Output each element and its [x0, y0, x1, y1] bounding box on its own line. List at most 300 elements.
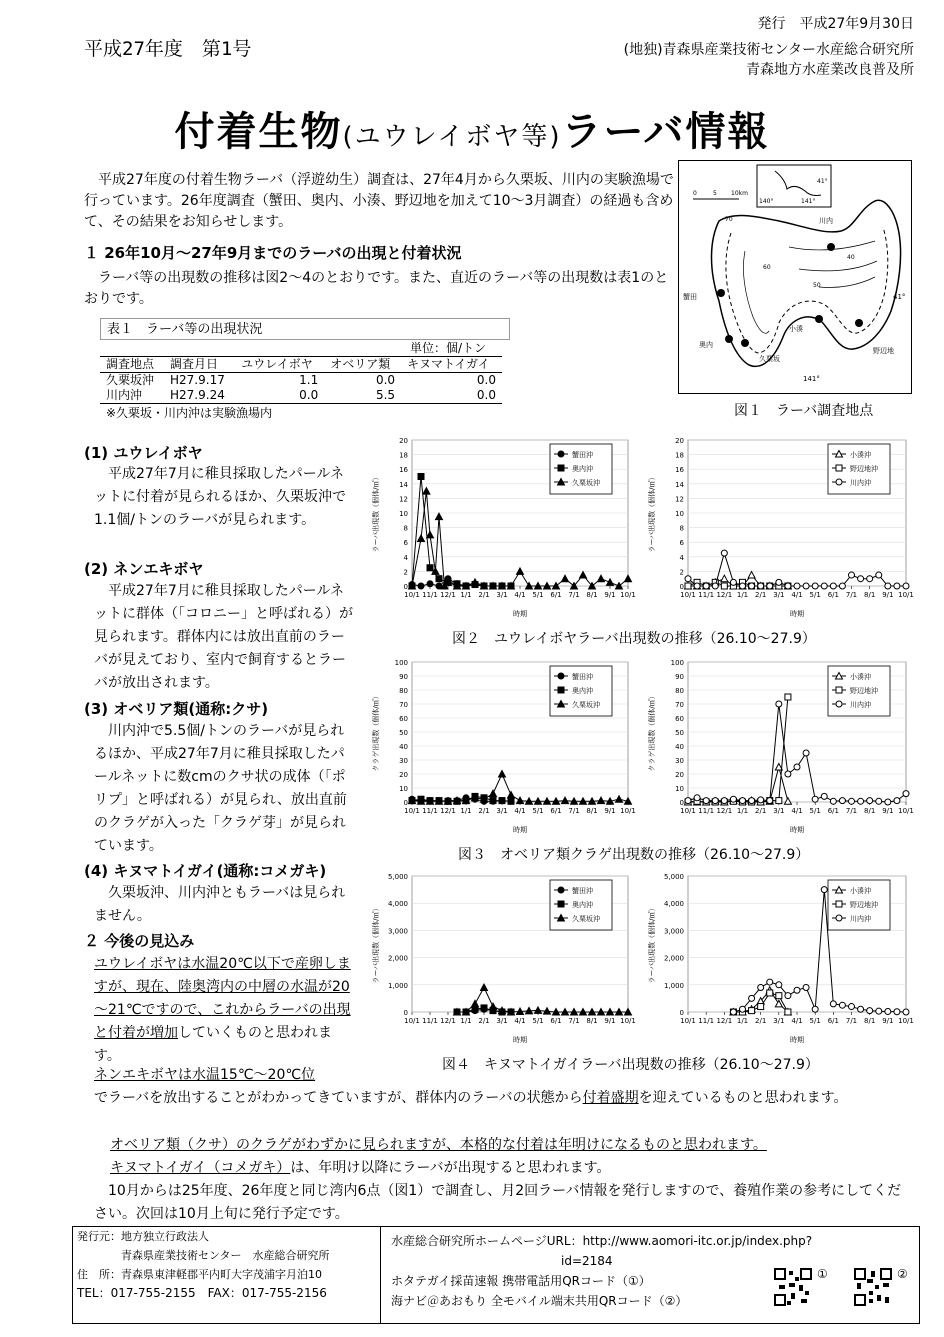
data-point	[775, 1000, 782, 1007]
legend	[828, 444, 890, 494]
x-tick-label: 8/1	[864, 807, 876, 815]
map-label-lon: 141°	[803, 375, 820, 383]
data-point	[685, 583, 691, 589]
x-tick-label: 12/1	[440, 1017, 456, 1025]
x-tick-label: 6/1	[550, 591, 562, 599]
data-point	[758, 797, 764, 803]
map-label-lat: 41°	[893, 293, 906, 301]
qr-code-icon	[853, 1267, 893, 1307]
data-point	[712, 798, 718, 804]
data-point	[885, 1008, 891, 1014]
x-tick-label: 11/1	[422, 591, 438, 599]
data-point	[903, 583, 909, 589]
x-tick-label: 5/1	[809, 807, 821, 815]
sec2-heading: ２ 今後の見込み	[84, 932, 195, 950]
map-label-kawauchi: 川内	[819, 217, 833, 225]
x-tick-label: 2/1	[478, 591, 490, 599]
chart-fig2-right	[644, 430, 916, 626]
data-point	[703, 798, 709, 804]
issue-number: 平成27年度 第1号	[84, 38, 252, 60]
y-tick-label: 14	[675, 480, 684, 489]
y-tick-label: 0	[403, 1009, 408, 1017]
legend-label: 蟹田沖	[572, 673, 593, 681]
data-point	[839, 798, 845, 804]
intro-text: 平成27年度の付着生物ラーバ（浮遊幼生）調査は、27年4月から久栗坂、川内の実験漁場で行っています。26年度調査（蟹田、奥内、小湊、野辺地を加えて10～3月調査）の経過も含めて、その結果をお知らせします。	[84, 172, 674, 230]
x-tick-label: 6/1	[550, 1017, 562, 1025]
y-tick-label: 90	[399, 673, 408, 681]
data-point	[749, 995, 755, 1001]
data-point	[730, 1009, 736, 1015]
x-tick-label: 5/1	[532, 807, 544, 815]
data-point	[598, 575, 605, 582]
data-point	[418, 474, 424, 480]
bay-map-drawing	[679, 161, 911, 393]
map-label-okunai: 奥内	[699, 341, 713, 349]
s2-text: 平成27年7月に稚貝採取したパールネットに群体（「コロニー」と呼ばれる）が見られます。群体内には放出直前のラーバが見えており、室内で飼育するとラーバが放出されます。	[94, 583, 353, 691]
x-tick-label: 11/1	[422, 1017, 438, 1025]
x-tick-label: 7/1	[568, 1017, 580, 1025]
x-tick-label: 3/1	[773, 591, 785, 599]
y-tick-label: 6	[679, 539, 684, 548]
data-point	[767, 990, 773, 996]
y-tick-label: 70	[675, 701, 684, 709]
chart-fig4-left	[368, 866, 638, 1052]
data-point	[472, 1000, 479, 1007]
x-tick-label: 9/1	[604, 807, 616, 815]
x-axis-label: 時期	[513, 610, 527, 618]
fig2-caption: 図２ ユウレイボヤラーバ出現数の推移（26.10～27.9）	[452, 631, 816, 647]
x-axis-label: 時期	[790, 610, 804, 618]
x-tick-label: 9/1	[604, 1017, 616, 1025]
map-label-inset-lon1: 140°	[759, 198, 774, 205]
data-point	[785, 1009, 791, 1015]
y-tick-label: 20	[675, 437, 684, 445]
y-tick-label: 30	[675, 757, 684, 765]
series-2	[685, 701, 909, 805]
map-label-inset-lon2: 141°	[801, 198, 816, 205]
x-tick-label: 11/1	[698, 1017, 715, 1025]
x-tick-label: 10/1	[680, 1017, 696, 1025]
data-point	[830, 798, 836, 804]
s1-text: 平成27年7月に稚貝採取したパールネットに付着が見られるほか、久栗坂沖で1.1個/トンのラーバが見られます。	[94, 466, 346, 528]
table1-note: ※久栗坂・川内沖は実験漁場内	[106, 406, 273, 420]
y-tick-label: 0	[679, 583, 684, 591]
data-point	[625, 575, 632, 582]
x-tick-label: 9/1	[604, 591, 616, 599]
x-tick-label: 7/1	[845, 1017, 858, 1025]
fig3-caption: 図３ オベリア類クラゲ出現数の推移（26.10～27.9）	[458, 847, 810, 863]
y-tick-label: 14	[399, 480, 408, 489]
data-point	[721, 798, 727, 804]
x-tick-label: 12/1	[440, 591, 456, 599]
y-tick-label: 10	[399, 510, 408, 518]
y-tick-label: 50	[399, 729, 408, 737]
data-point	[499, 798, 505, 804]
y-tick-label: 5,000	[663, 873, 684, 881]
data-point	[685, 798, 691, 804]
map-label-depth-50: 50	[813, 282, 821, 289]
x-tick-label: 2/1	[755, 591, 767, 599]
data-point	[508, 798, 514, 804]
legend-label: 蟹田沖	[572, 451, 593, 459]
y-tick-label: 50	[675, 729, 684, 737]
data-point	[812, 796, 818, 802]
x-tick-label: 10/1	[620, 1017, 636, 1025]
x-tick-label: 8/1	[864, 591, 876, 599]
x-tick-label: 8/1	[586, 591, 598, 599]
x-tick-label: 4/1	[514, 1017, 526, 1025]
map-label-depth-40: 40	[847, 254, 855, 261]
table1-caption: 表１ ラーバ等の出現状況	[100, 318, 510, 340]
data-point	[730, 796, 736, 802]
data-point	[740, 1006, 746, 1012]
x-tick-label: 11/1	[698, 591, 715, 599]
x-tick-label: 3/1	[773, 1017, 785, 1025]
legend-marker	[836, 465, 842, 471]
data-point	[858, 798, 864, 804]
series-line	[688, 704, 906, 802]
legend-marker	[558, 673, 564, 679]
s1-heading: (1) ユウレイボヤ	[84, 444, 203, 462]
x-tick-label: 6/1	[550, 807, 562, 815]
data-point	[903, 791, 909, 797]
legend	[828, 880, 890, 930]
x-tick-label: 10/1	[620, 807, 636, 815]
y-tick-label: 60	[399, 715, 408, 723]
data-point	[767, 798, 773, 804]
legend-marker	[836, 479, 842, 485]
data-point	[758, 985, 764, 991]
x-tick-label: 11/1	[422, 807, 438, 815]
series-2	[409, 488, 632, 589]
x-tick-label: 1/1	[460, 591, 472, 599]
publisher-org: (地独)青森県産業技術センター水産総合研究所	[623, 42, 914, 58]
data-point	[876, 1008, 882, 1014]
data-point	[490, 798, 496, 804]
legend-label: 野辺地沖	[850, 901, 878, 909]
y-tick-label: 100	[394, 659, 408, 667]
x-tick-label: 8/1	[586, 807, 598, 815]
footer	[72, 1226, 920, 1324]
x-tick-label: 10/1	[404, 807, 420, 815]
data-point	[749, 798, 755, 804]
y-tick-label: 8	[403, 524, 408, 533]
data-point	[490, 1003, 497, 1010]
legend-marker	[558, 465, 564, 471]
x-tick-label: 6/1	[827, 1017, 839, 1025]
data-point	[885, 799, 891, 805]
y-axis-label: クラゲ出現数（個体/㎥）	[372, 692, 380, 772]
x-tick-label: 10/1	[404, 591, 420, 599]
data-point	[885, 583, 891, 589]
legend-label: 川内沖	[850, 479, 871, 487]
s3-heading: (3) オベリア類(通称:クサ)	[84, 700, 269, 718]
fig4-caption: 図４ キヌマトイガイラーバ出現数の推移（26.10～27.9）	[442, 1057, 819, 1073]
legend-label: 野辺地沖	[850, 465, 878, 473]
data-point	[767, 979, 773, 985]
x-tick-label: 2/1	[478, 807, 490, 815]
y-tick-label: 1,000	[663, 981, 684, 990]
legend-label: 野辺地沖	[850, 687, 878, 695]
x-axis-label: 時期	[513, 826, 527, 834]
data-point	[894, 583, 900, 589]
data-point	[418, 583, 424, 589]
data-point	[490, 790, 497, 797]
data-point	[803, 985, 809, 991]
map-label-scale-0: 0	[693, 190, 697, 197]
x-tick-label: 9/1	[882, 807, 894, 815]
table1-unit: 単位：個/トン	[410, 341, 487, 355]
section1-text: ラーバ等の出現数の推移は図2～4のとおりです。また、直近のラーバ等の出現数は表1のとおりです。	[84, 270, 669, 307]
x-axis-label: 時期	[790, 1036, 804, 1044]
chart-fig2-left	[368, 430, 638, 626]
qr-code-icon	[773, 1267, 813, 1307]
data-point	[694, 795, 700, 801]
y-tick-label: 0	[403, 799, 408, 807]
map-caption: 図１ ラーバ調査地点	[734, 403, 874, 419]
x-tick-label: 3/1	[773, 807, 785, 815]
x-tick-label: 6/1	[827, 807, 839, 815]
y-tick-label: 4,000	[663, 900, 684, 909]
table1-header-row: 調査地点 調査月日 ユウレイボヤ オベリア類 キヌマトイガイ	[100, 357, 502, 373]
data-point	[849, 572, 855, 578]
publisher-org-2: 青森地方水産業改良普及所	[746, 62, 914, 78]
data-point	[858, 1006, 864, 1012]
x-tick-label: 1/1	[736, 591, 749, 599]
x-tick-label: 1/1	[736, 1017, 749, 1025]
y-tick-label: 2	[679, 568, 684, 577]
x-tick-label: 11/1	[698, 807, 715, 815]
data-point	[867, 1008, 873, 1014]
legend-label: 小湊沖	[850, 887, 871, 895]
data-point	[867, 576, 873, 582]
s4-heading: (4) キヌマトイガイ(通称:コメガキ)	[84, 862, 327, 880]
x-tick-label: 3/1	[496, 807, 508, 815]
data-point	[740, 583, 746, 589]
issue-date: 発行 平成27年9月30日	[757, 16, 914, 32]
y-axis-label: ラーバ出現数（個体/㎥）	[648, 904, 656, 984]
map-label-depth-60: 60	[763, 264, 771, 271]
data-point	[821, 793, 827, 799]
legend-label: 蟹田沖	[572, 887, 593, 895]
y-axis-label: クラゲ出現数（個体/㎥）	[648, 692, 656, 772]
data-point	[794, 764, 800, 770]
legend	[550, 880, 612, 930]
data-point	[785, 771, 791, 777]
x-tick-label: 1/1	[460, 1017, 472, 1025]
legend	[550, 666, 612, 716]
legend-marker	[558, 451, 564, 457]
footer-publisher: 発行元：地方独立行政法人 青森県産業技術センター 水産総合研究所 住 所：青森県東津軽郡平内町大字茂浦字月泊10 TEL：017-755-2155 FAX：017-755-2156	[73, 1227, 381, 1323]
table1	[100, 356, 502, 404]
data-point	[803, 583, 809, 589]
y-tick-label: 4	[679, 553, 684, 562]
x-tick-label: 3/1	[496, 1017, 508, 1025]
homepage-url[interactable]: 水産総合研究所ホームページURL：http://www.aomori-itc.or.jp/index.php?	[391, 1234, 813, 1248]
x-tick-label: 7/1	[845, 591, 858, 599]
legend-label: 奥内沖	[572, 465, 593, 473]
x-tick-label: 9/1	[882, 1017, 894, 1025]
y-tick-label: 90	[675, 673, 684, 681]
data-point	[721, 575, 728, 582]
legend-label: 小湊沖	[850, 673, 871, 681]
x-tick-label: 4/1	[514, 591, 526, 599]
y-tick-label: 30	[399, 757, 408, 765]
y-tick-label: 0	[403, 583, 408, 591]
y-tick-label: 5,000	[387, 873, 408, 881]
s3-text: 川内沖で5.5個/トンのラーバが見られるほか、平成27年7月に稚貝採取したパールネットに数cmのクサ状の成体（「ポリプ」と呼ばれる）が見られ、放出直前のクラゲが入った「クラゲ芽」が見られています。	[94, 723, 347, 854]
y-tick-label: 2,000	[387, 954, 408, 963]
data-point	[418, 535, 425, 542]
y-tick-label: 0	[679, 799, 684, 807]
data-point	[427, 531, 434, 538]
x-tick-label: 10/1	[898, 591, 914, 599]
legend-marker	[558, 887, 564, 893]
y-tick-label: 16	[399, 466, 408, 475]
x-tick-label: 6/1	[827, 591, 839, 599]
series-line	[688, 697, 788, 802]
data-point	[436, 513, 443, 520]
x-tick-label: 7/1	[568, 591, 580, 599]
y-tick-label: 2	[403, 568, 408, 577]
data-point	[839, 583, 845, 589]
legend-label: 奥内沖	[572, 901, 593, 909]
x-tick-label: 4/1	[514, 807, 526, 815]
y-tick-label: 70	[399, 701, 408, 709]
x-axis-label: 時期	[513, 1036, 527, 1044]
x-tick-label: 1/1	[736, 807, 749, 815]
legend	[550, 444, 612, 494]
qr-code-2[interactable]	[853, 1267, 893, 1311]
data-point	[427, 565, 433, 571]
y-axis-label: ラーバ出現数（個体/㎥）	[648, 473, 656, 553]
y-tick-label: 1,000	[387, 981, 408, 990]
data-point	[858, 576, 864, 582]
data-point	[867, 798, 873, 804]
y-tick-label: 0	[679, 1009, 684, 1017]
data-point	[436, 576, 442, 582]
data-point	[767, 583, 773, 589]
y-tick-label: 20	[675, 771, 684, 779]
data-point	[849, 798, 855, 804]
y-tick-label: 10	[399, 785, 408, 793]
y-tick-label: 18	[399, 451, 408, 460]
data-point	[694, 583, 700, 589]
map-label-noheji: 野辺地	[873, 347, 894, 355]
data-point	[607, 579, 614, 586]
legend-marker	[836, 701, 842, 707]
x-tick-label: 10/1	[680, 807, 696, 815]
survey-map	[678, 160, 912, 394]
data-point	[876, 798, 882, 804]
legend-label: 小湊沖	[850, 451, 871, 459]
data-point	[749, 583, 755, 589]
x-tick-label: 7/1	[845, 807, 858, 815]
data-point	[794, 987, 800, 993]
data-point	[794, 583, 800, 589]
legend-label: 川内沖	[850, 701, 871, 709]
data-point	[685, 576, 691, 582]
data-point	[481, 1005, 487, 1011]
x-tick-label: 12/1	[716, 807, 733, 815]
s2-heading: (2) ネンエキボヤ	[84, 560, 204, 578]
y-axis-label: ラーバ出現数（個体/㎥）	[372, 473, 380, 553]
series-0	[409, 576, 514, 589]
data-point	[721, 550, 727, 556]
data-point	[894, 1009, 900, 1015]
data-point	[423, 488, 430, 495]
table-row: 川内沖 H27.9.24 0.0 5.5 0.0	[100, 388, 502, 404]
sec2-p5: 10月からは25年度、26年度と同じ湾内6点（図1）で調査し、月2回ラーバ情報を発行しますので、養殖作業の参考にしてください。次回は10月上旬に発行予定です。	[94, 1183, 902, 1222]
legend-marker	[558, 901, 564, 907]
chart-fig4-right	[644, 866, 916, 1052]
y-tick-label: 8	[679, 524, 684, 533]
map-label-kurisaka: 久栗坂	[759, 355, 780, 363]
x-tick-label: 10/1	[898, 1017, 914, 1025]
x-tick-label: 4/1	[791, 591, 803, 599]
footer-links: 水産総合研究所ホームページURL：http://www.aomori-itc.or.jp/index.php? id=2184 ホタテガイ採苗速報 携帯電話用QRコード（①） 海ナビ＠あおもり 全モバイル端末共用QRコード（②）	[391, 1231, 911, 1311]
x-tick-label: 5/1	[532, 1017, 544, 1025]
legend-label: 久栗坂沖	[572, 701, 600, 709]
y-tick-label: 80	[675, 687, 684, 695]
y-tick-label: 3,000	[663, 927, 684, 936]
data-point	[776, 701, 782, 707]
section1-heading: １ 26年10月～27年9月までのラーバの出現と付着状況	[84, 244, 462, 262]
legend-marker	[836, 687, 842, 693]
data-point	[849, 1004, 855, 1010]
sec2-p4: キヌマトイガイ（コメガキ）は、年明け以降にラーバが出現すると思われます。	[110, 1160, 611, 1176]
x-tick-label: 5/1	[809, 1017, 821, 1025]
x-tick-label: 10/1	[620, 591, 636, 599]
legend-label: 奥内沖	[572, 687, 593, 695]
data-point	[748, 572, 755, 579]
data-point	[758, 583, 764, 589]
map-label-depth-70: 70	[725, 216, 733, 223]
x-tick-label: 3/1	[496, 591, 508, 599]
data-point	[785, 993, 791, 999]
data-point	[427, 581, 433, 587]
data-point	[508, 792, 515, 799]
chart-fig3-left	[368, 652, 638, 842]
sec2-p1: ユウレイボヤは水温20℃以下で産卵しますが、現在、陸奥湾内の中層の水温が20～21℃ですので、これからラーバの出現と付着が増加していくものと思われます。	[94, 956, 351, 1064]
x-axis-label: 時期	[790, 826, 804, 834]
data-point	[803, 750, 809, 756]
y-tick-label: 80	[399, 687, 408, 695]
table-row: 久栗坂沖 H27.9.17 1.1 0.0 0.0	[106, 373, 496, 387]
x-tick-label: 5/1	[809, 591, 821, 599]
x-tick-label: 4/1	[791, 1017, 803, 1025]
y-tick-label: 20	[399, 771, 408, 779]
data-point	[580, 572, 587, 579]
y-tick-label: 4,000	[387, 900, 408, 909]
qr-1-label: ①	[817, 1267, 828, 1281]
y-tick-label: 3,000	[387, 927, 408, 936]
qr-code-1[interactable]	[773, 1267, 813, 1311]
sec2-p3: オベリア類（クサ）のクラゲがわずかに見られますが、本格的な付着は年明けになるものと思われます。	[110, 1137, 767, 1153]
x-tick-label: 12/1	[440, 807, 456, 815]
y-axis-label: ラーバ出現数（個体/㎥）	[372, 904, 380, 984]
x-tick-label: 8/1	[864, 1017, 876, 1025]
x-tick-label: 4/1	[791, 807, 803, 815]
map-label-scale-10: 10km	[731, 190, 748, 197]
x-tick-label: 2/1	[755, 1017, 767, 1025]
data-point	[785, 583, 791, 589]
data-point	[776, 982, 782, 988]
legend-marker	[836, 901, 842, 907]
y-tick-label: 18	[675, 451, 684, 460]
x-tick-label: 12/1	[716, 591, 733, 599]
y-tick-label: 6	[403, 539, 408, 548]
